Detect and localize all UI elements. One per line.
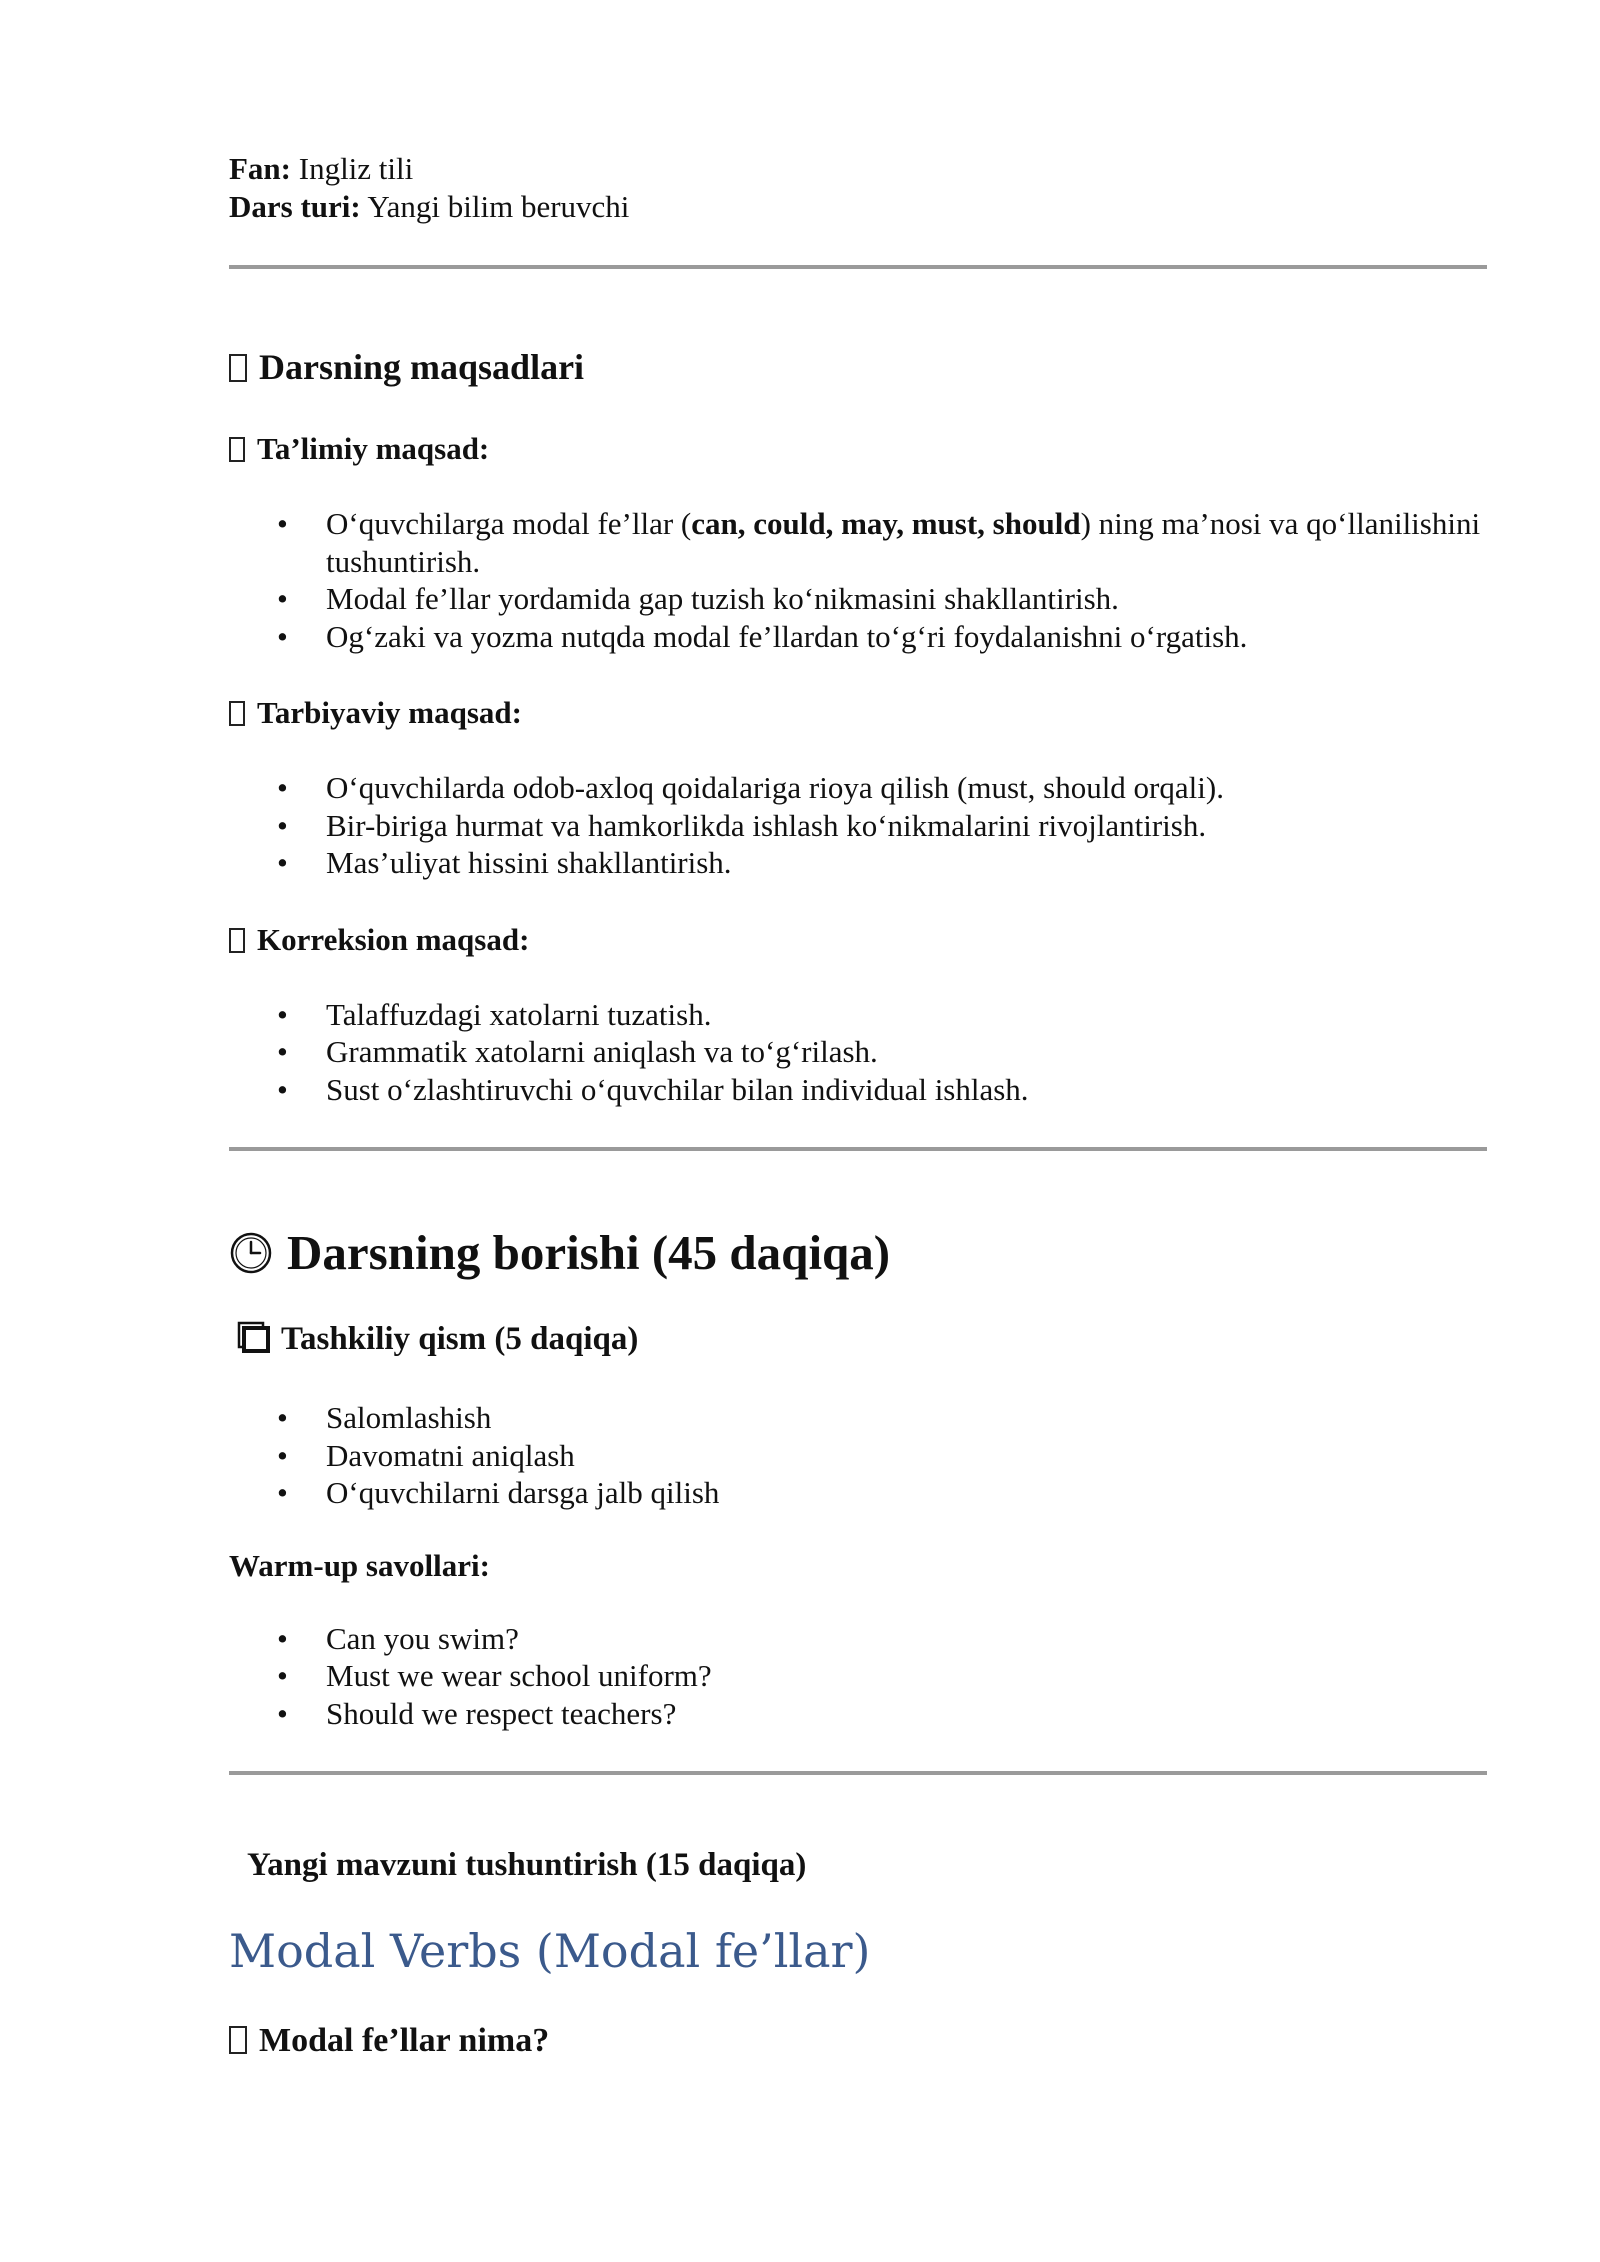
list-item: • Davomatni aniqlash	[229, 1437, 1487, 1475]
divider	[229, 1147, 1487, 1151]
new-topic-title: Yangi mavzuni tushuntirish (15 daqiqa)	[247, 1847, 807, 1883]
list-item: • Should we respect teachers?	[229, 1695, 1487, 1733]
warmup-title: Warm-up savollari:	[229, 1547, 490, 1583]
educational-goal-title-text: Ta’limiy maqsad:	[257, 431, 490, 466]
list-item: • Og‘zaki va yozma nutqda modal fe’llardan to‘g‘ri foydalanishni o‘rgatish.	[229, 618, 1487, 656]
list-item: • Talaffuzdagi xatolarni tuzatish.	[229, 996, 1487, 1034]
document-content	[229, 150, 1487, 2063]
divider	[229, 1771, 1487, 1775]
list-item: • Mas’uliyat hissini shakllantirish.	[229, 844, 1487, 882]
clock-icon	[229, 1229, 273, 1289]
list-item-text: O‘quvchilarga modal fe’llar (	[326, 506, 692, 541]
educational-goal-title	[229, 429, 1487, 469]
correction-goal-title-text: Korreksion maqsad:	[257, 921, 530, 957]
lesson-type-label: Dars turi:	[229, 189, 361, 224]
lesson-type-value: Yangi bilim beruvchi	[367, 189, 630, 224]
box-icon	[229, 928, 245, 953]
box-icon	[229, 2026, 247, 2054]
upbringing-goal-title-text: Tarbiyaviy maqsad:	[257, 695, 522, 730]
correction-goal-title	[229, 920, 1487, 960]
list-item: • Can you swim?	[229, 1620, 1487, 1658]
educational-goal-list	[229, 505, 1487, 655]
warmup-list	[229, 1620, 1487, 1733]
box-icon	[229, 701, 245, 726]
upbringing-goal-title	[229, 693, 1487, 733]
list-item: • Must we wear school uniform?	[229, 1657, 1487, 1695]
subject-label: Fan:	[229, 151, 291, 186]
upbringing-goal-list	[229, 769, 1487, 882]
modal-verbs-question	[229, 2019, 1487, 2063]
list-item-text: ) ning ma’nosi va qo‘llanilishini tushuntirish.	[326, 506, 1481, 579]
subject-value: Ingliz tili	[298, 151, 414, 186]
modal-verbs-question-text: Modal fe’llar nima?	[259, 2022, 550, 2059]
list-item: • Grammatik xatolarni aniqlash va to‘g‘rilash.	[229, 1033, 1487, 1071]
copy-icon	[237, 1321, 271, 1363]
list-item: • Sust o‘zlashtiruvchi o‘quvchilar bilan individual ishlash.	[229, 1071, 1487, 1109]
goals-title-text: Darsning maqsadlari	[259, 347, 585, 387]
modal-verbs-heading: Modal Verbs (Modal fe’llar)	[229, 1924, 871, 1978]
box-icon	[229, 437, 245, 462]
organizational-title	[229, 1319, 1487, 1363]
list-item: • Modal fe’llar yordamida gap tuzish ko‘nikmasini shakllantirish.	[229, 580, 1487, 618]
goals-title	[229, 345, 1487, 389]
procedure-title	[229, 1223, 1487, 1289]
subject-line	[229, 150, 1487, 188]
procedure-title-text: Darsning borishi (45 daqiqa)	[287, 1225, 891, 1280]
list-item: • O‘quvchilarni darsga jalb qilish	[229, 1474, 1487, 1512]
organizational-title-text: Tashkiliy qism (5 daqiqa)	[281, 1321, 639, 1357]
box-icon	[229, 354, 247, 382]
lesson-type-line	[229, 188, 1487, 226]
list-item: • O‘quvchilarda odob-axloq qoidalariga rioya qilish (must, should orqali).	[229, 769, 1487, 807]
organizational-list	[229, 1399, 1487, 1512]
divider	[229, 265, 1487, 269]
correction-goal-list	[229, 996, 1487, 1109]
list-item: • Salomlashish	[229, 1399, 1487, 1437]
list-item	[229, 505, 1487, 580]
list-item: • Bir-biriga hurmat va hamkorlikda ishlash ko‘nikmalarini rivojlantirish.	[229, 807, 1487, 845]
modal-verbs-bold: can, could, may, must, should	[691, 506, 1081, 541]
